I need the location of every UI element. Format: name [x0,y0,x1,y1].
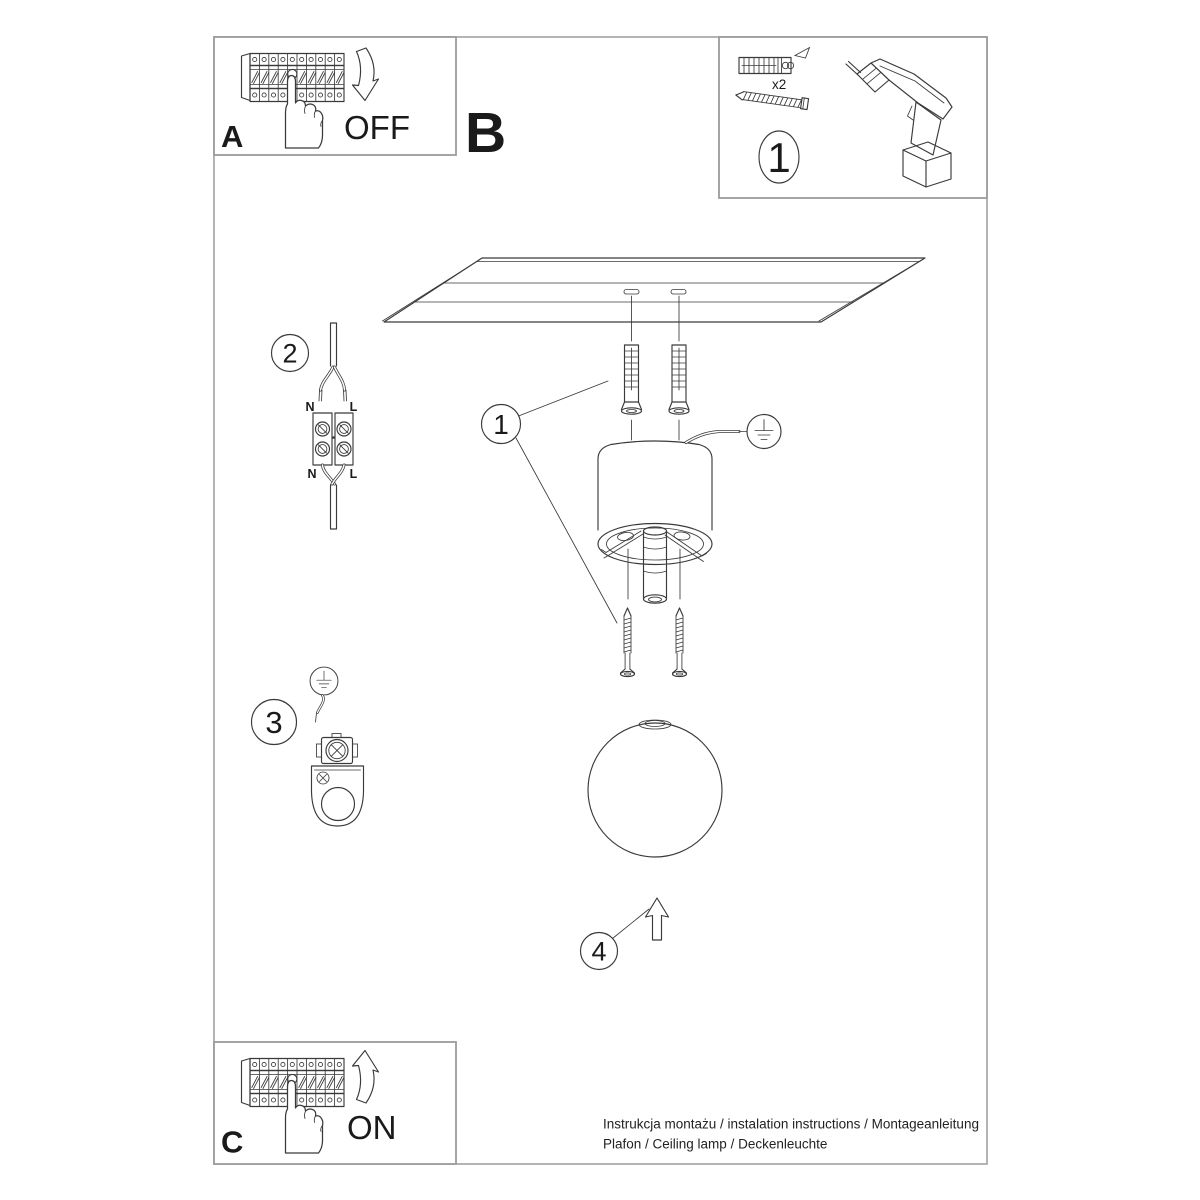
quantity-label: x2 [772,77,787,92]
wall-plug-icon [622,345,642,414]
terminal-label-n: N [307,467,317,481]
section-b-label: B [465,101,507,165]
wiring-step [272,323,358,529]
screw-icon [673,608,687,677]
arrow-up-icon [646,898,669,940]
mounting-step [482,296,782,677]
grounding-step [252,667,364,826]
spring-clip [602,531,644,558]
page-frame [214,37,987,1164]
shade-step [581,720,723,970]
step-a-label: A [221,119,244,154]
step-2-number: 2 [282,338,298,369]
power-on-step-box [214,1042,456,1164]
step-1-number: 1 [493,409,509,440]
terminal-label-l: L [349,400,358,414]
step-1-number: 1 [767,134,791,181]
step-3-number: 3 [265,705,283,740]
power-off-step-box [214,37,456,155]
ground-icon [747,415,781,449]
cable [331,485,337,529]
footer-line-2: Plafon / Ceiling lamp / Deckenleuchte [603,1136,828,1152]
glass-sphere [588,723,722,857]
cable [331,323,337,366]
terminal-label-l: L [349,467,358,481]
ceiling-panel [383,258,926,322]
ground-terminal [317,734,358,764]
wall-plug-icon [669,345,689,414]
screw-icon [621,608,635,677]
mounting-hole [624,290,639,295]
footer [603,1117,979,1152]
ground-icon [310,667,338,695]
lamp-socket [644,527,667,603]
power-on-text: ON [347,1109,397,1146]
step-c-label: C [221,1124,244,1160]
canopy-bottom-view [312,766,364,826]
lamp-canopy [598,432,747,604]
step-4-number: 4 [591,936,607,967]
power-off-text: OFF [344,109,410,146]
parts-box [719,37,987,198]
mounting-hole [671,290,686,295]
terminal-block [313,413,353,465]
terminal-label-n: N [305,400,315,414]
footer-line-1: Instrukcja montażu / instalation instructions / Montageanleitung [603,1116,979,1132]
